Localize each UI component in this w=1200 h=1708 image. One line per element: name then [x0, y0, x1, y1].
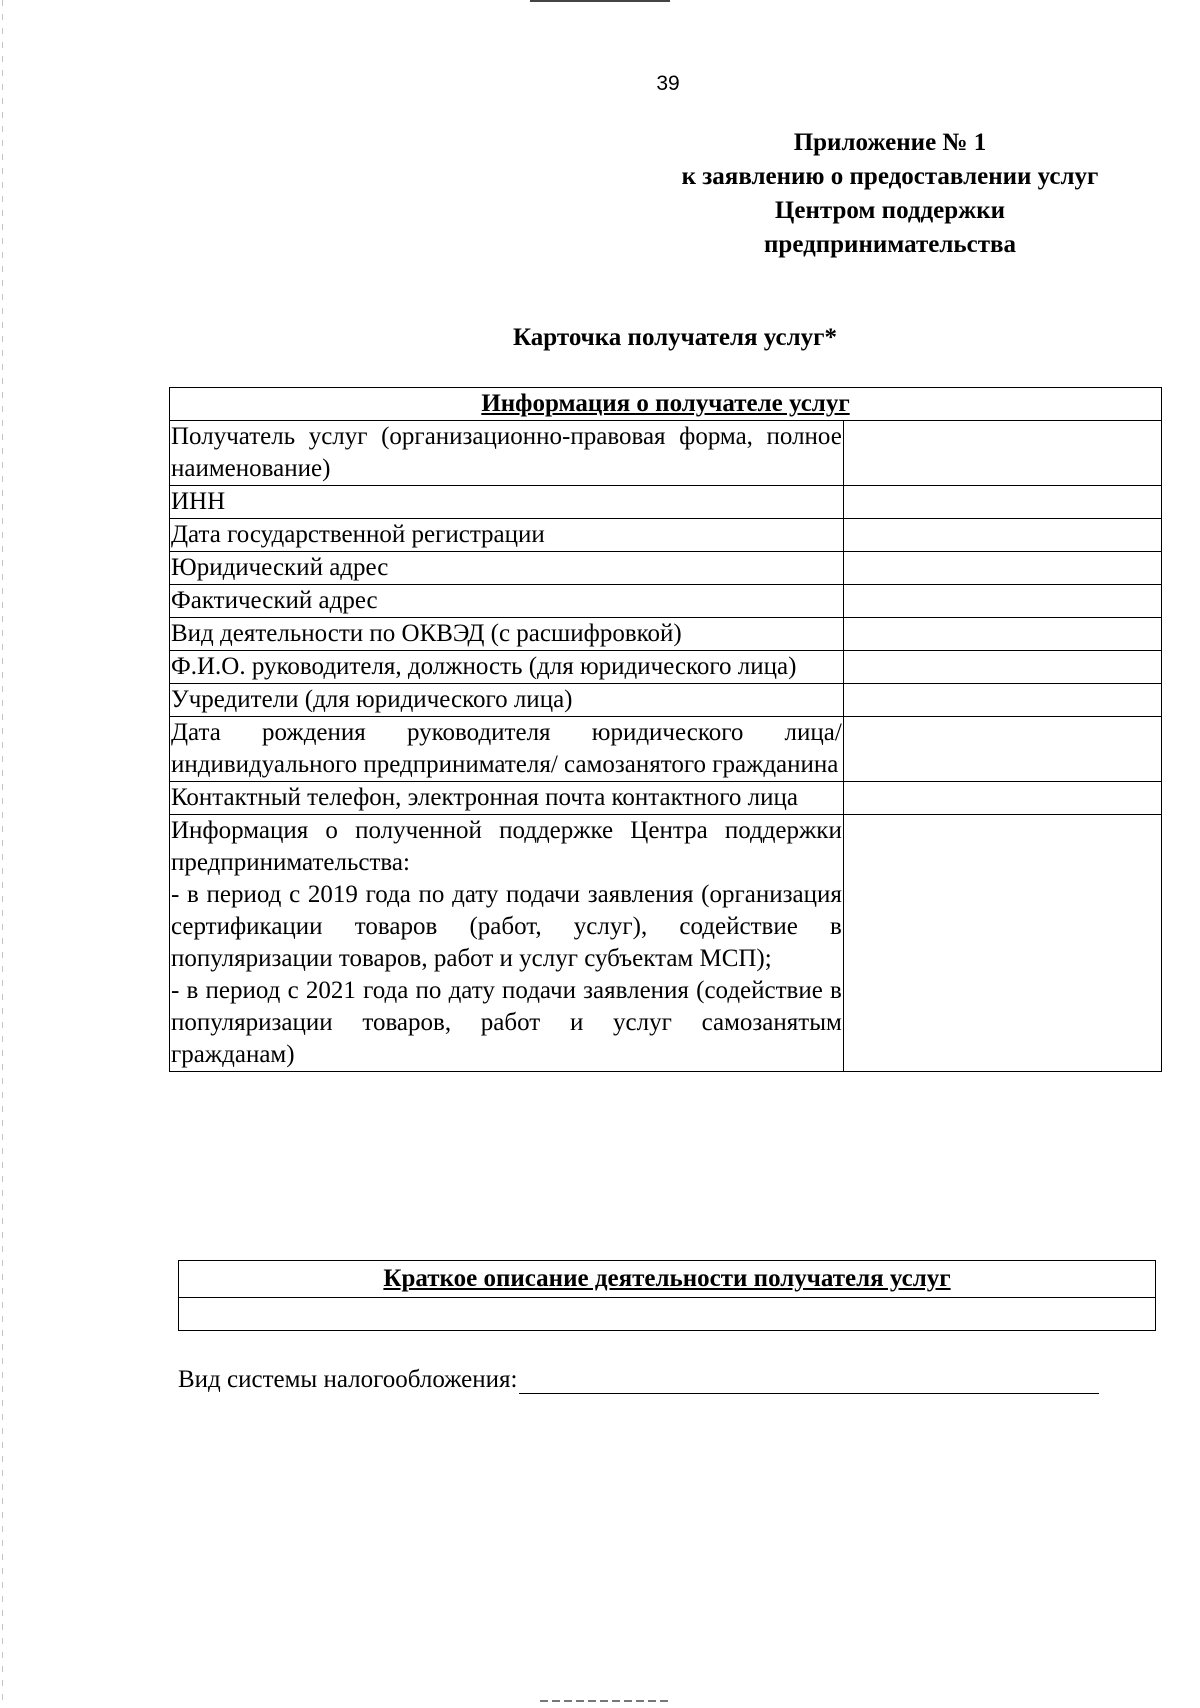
appendix-line-4: предпринимательства	[764, 231, 1016, 258]
support-info-intro: Информация о полученной поддержке Центра поддержки предпринимательства:	[171, 817, 842, 876]
table-row	[179, 1298, 1156, 1331]
row-label-registration-date: Дата государственной регистрации	[170, 519, 844, 552]
row-label-actual-address: Фактический адрес	[170, 585, 844, 618]
card-title: Карточка получателя услуг*	[513, 324, 837, 351]
table-row	[170, 815, 1162, 1072]
appendix-heading	[650, 126, 1130, 262]
row-value-recipient[interactable]	[843, 421, 1161, 486]
row-label-okved: Вид деятельности по ОКВЭД (с расшифровкой)	[170, 618, 844, 651]
scan-artifact-bottom	[540, 1700, 670, 1702]
table-header-row	[170, 388, 1162, 421]
table-row	[170, 421, 1162, 486]
appendix-line-3: Центром поддержки	[774, 197, 1006, 224]
table-row	[170, 519, 1162, 552]
table-header-row	[179, 1261, 1156, 1298]
row-value-founders[interactable]	[843, 684, 1161, 717]
row-value-okved[interactable]	[843, 618, 1161, 651]
row-label-birth-date: Дата рождения руководителя юридического лица/ индивидуального предпринимателя/ самозанятого гражданина	[170, 717, 844, 782]
activity-description-table	[178, 1260, 1156, 1331]
page-number: 39	[656, 72, 680, 95]
table-row	[170, 717, 1162, 782]
activity-description-header: Краткое описание деятельности получателя услуг	[179, 1261, 1156, 1298]
row-label-support-info	[170, 815, 844, 1072]
scan-artifact-left-edge	[2, 0, 3, 1708]
row-value-birth-date[interactable]	[843, 717, 1161, 782]
scan-artifact-top	[530, 0, 670, 2]
row-label-inn: ИНН	[170, 486, 844, 519]
row-value-inn[interactable]	[843, 486, 1161, 519]
row-label-contacts: Контактный телефон, электронная почта контактного лица	[170, 782, 844, 815]
table-row	[170, 684, 1162, 717]
support-info-2019: - в период с 2019 года по дату подачи заявления (организация сертификации товаров (работ, услуг), содействие в популяризации товаров, работ и услуг субъектам МСП);	[171, 881, 842, 972]
table-row	[170, 552, 1162, 585]
appendix-line-2: к заявлению о предоставлении услуг	[681, 163, 1099, 190]
table-row	[170, 585, 1162, 618]
tax-system-input-line[interactable]	[519, 1367, 1099, 1394]
support-info-2021: - в период с 2021 года по дату подачи заявления (содействие в популяризации товаров, работ и услуг самозанятым гражданам)	[171, 977, 842, 1068]
table-row	[170, 618, 1162, 651]
table-row	[170, 486, 1162, 519]
row-value-director[interactable]	[843, 651, 1161, 684]
appendix-line-1: Приложение № 1	[793, 129, 987, 156]
row-label-director: Ф.И.О. руководителя, должность (для юридического лица)	[170, 651, 844, 684]
table-row	[170, 782, 1162, 815]
table-row	[170, 651, 1162, 684]
row-label-recipient: Получатель услуг (организационно-правовая форма, полное наименование)	[170, 421, 844, 486]
row-value-support-info[interactable]	[843, 815, 1161, 1072]
tax-system-label: Вид системы налогообложения:	[178, 1366, 518, 1393]
recipient-info-table	[169, 387, 1162, 1072]
tax-system-field	[178, 1366, 1099, 1394]
row-value-registration-date[interactable]	[843, 519, 1161, 552]
row-value-legal-address[interactable]	[843, 552, 1161, 585]
table-header: Информация о получателе услуг	[170, 388, 1162, 421]
row-value-actual-address[interactable]	[843, 585, 1161, 618]
row-value-contacts[interactable]	[843, 782, 1161, 815]
row-label-legal-address: Юридический адрес	[170, 552, 844, 585]
row-label-founders: Учредители (для юридического лица)	[170, 684, 844, 717]
activity-description-field[interactable]	[179, 1298, 1156, 1331]
